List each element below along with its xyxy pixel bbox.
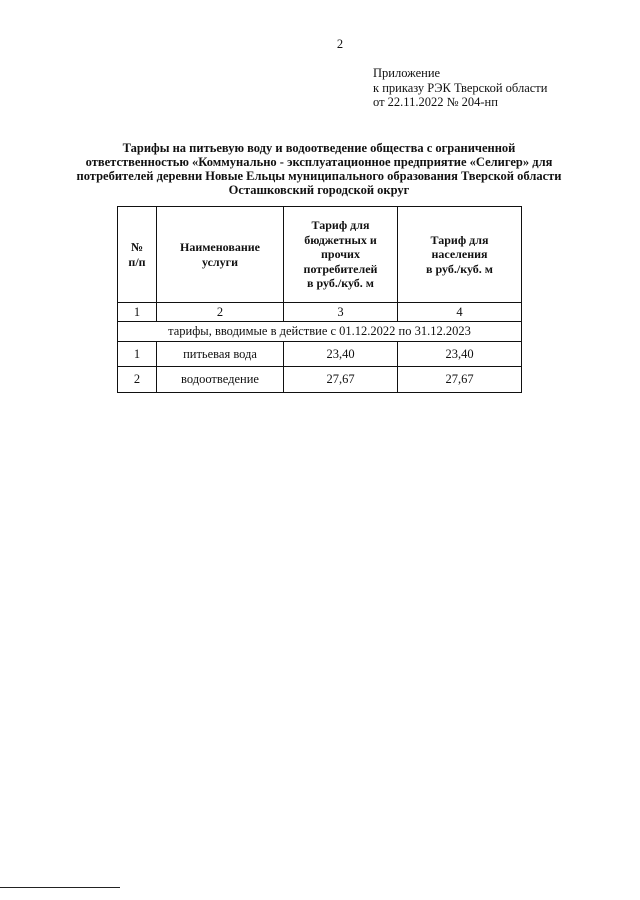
document-title — [0, 141, 638, 197]
header-number — [118, 207, 157, 303]
table-row — [118, 367, 522, 393]
title-line: Осташковский городской округ — [228, 183, 410, 197]
header-line: в руб./куб. м — [307, 276, 374, 291]
period-cell: тарифы, вводимые в действие с 01.12.2022 по 31.12.2023 — [118, 322, 522, 342]
header-line: услуги — [201, 254, 239, 269]
header-line: п/п — [128, 254, 146, 269]
page-number: 2 — [336, 37, 344, 51]
header-line: прочих — [321, 247, 360, 262]
cell-tariff-population: 23,40 — [398, 342, 522, 367]
appendix-block — [373, 66, 547, 110]
period-row — [118, 322, 522, 342]
title-line: ответственностью «Коммунально - эксплуатационное предприятие «Селигер» для — [85, 155, 553, 169]
appendix-order-date: от 22.11.2022 № 204-нп — [373, 95, 498, 109]
appendix-order-reference: к приказу РЭК Тверской области — [373, 80, 548, 95]
header-tariff-population — [398, 207, 522, 303]
cell-number: 1 — [118, 342, 157, 367]
column-number: 2 — [157, 303, 284, 322]
header-line: Тариф для — [311, 218, 370, 233]
cell-number: 2 — [118, 367, 157, 393]
header-service — [157, 207, 284, 303]
title-line: Тарифы на питьевую воду и водоотведение общества с ограниченной — [122, 141, 516, 155]
cell-tariff-budget: 27,67 — [284, 367, 398, 393]
cell-service: водоотведение — [157, 367, 284, 393]
header-tariff-budget — [284, 207, 398, 303]
cell-tariff-population: 27,67 — [398, 367, 522, 393]
appendix-label: Приложение — [373, 66, 441, 80]
header-line: бюджетных и — [304, 232, 377, 247]
cell-service: питьевая вода — [157, 342, 284, 367]
column-number: 3 — [284, 303, 398, 322]
header-line: Наименование — [180, 240, 260, 254]
header-line: потребителей — [303, 261, 378, 276]
header-line: населения — [431, 247, 488, 262]
column-number: 4 — [398, 303, 522, 322]
column-number-row — [118, 303, 522, 322]
column-number: 1 — [118, 303, 157, 322]
header-line: № — [130, 240, 144, 254]
header-line: Тариф для — [430, 232, 489, 247]
footer-rule — [0, 887, 120, 888]
table-header-row — [118, 207, 522, 303]
table-row — [118, 342, 522, 367]
header-line: в руб./куб. м — [426, 261, 493, 276]
tariff-table — [117, 206, 522, 393]
cell-tariff-budget: 23,40 — [284, 342, 398, 367]
title-line: потребителей деревни Новые Ельцы муниципального образования Тверской области — [76, 169, 562, 183]
